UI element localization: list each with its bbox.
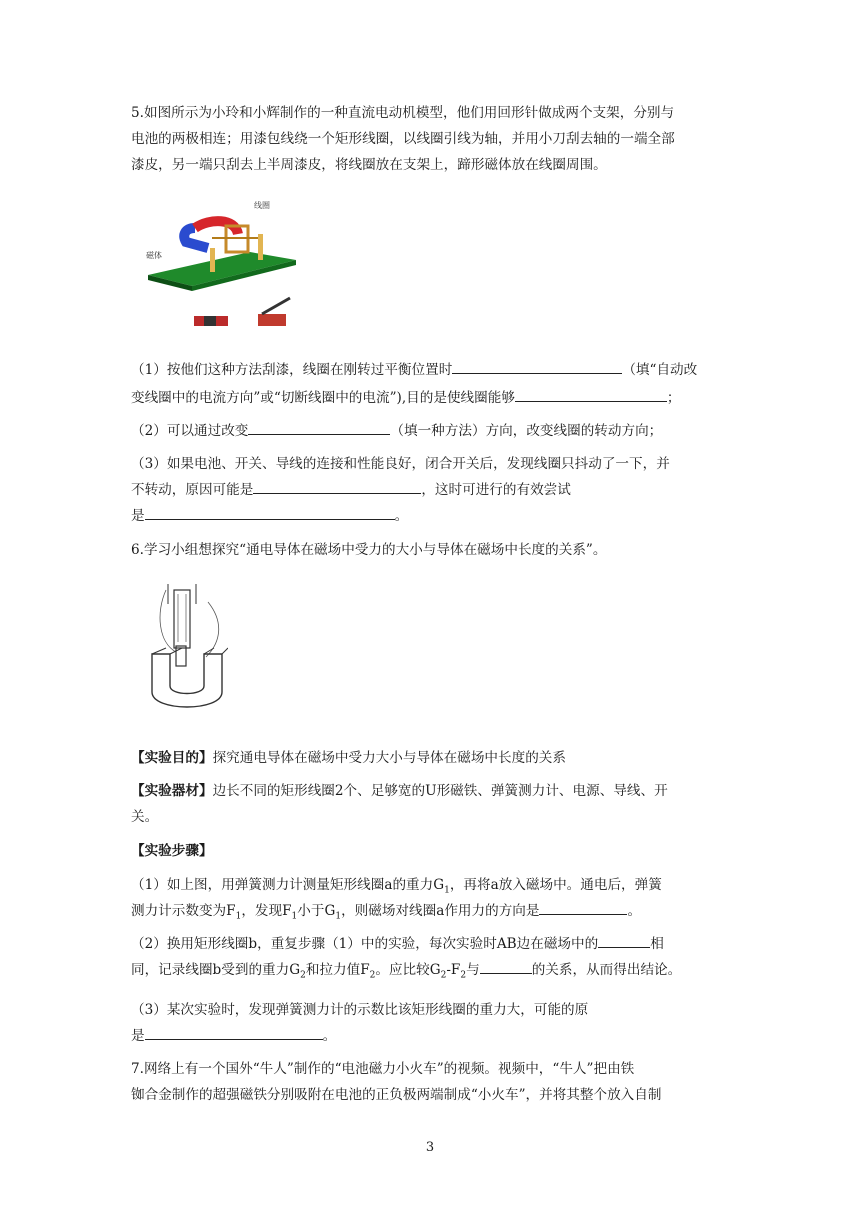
q6-material-tag: 【实验器材】: [131, 783, 213, 799]
q6-s2-text-b: 相: [650, 936, 664, 952]
magnet-label: 磁体: [146, 251, 162, 260]
q5-s1-line2: [131, 383, 731, 413]
q6-s2-sub3: 2: [440, 970, 447, 981]
q6-s2-text-h: 的关系，从而得出结论。: [531, 962, 682, 978]
q5-s3-text-c: ，这时可进行的有效尝试: [421, 482, 571, 498]
q6-s1-line2: [131, 896, 731, 932]
answer-blank-q5-5[interactable]: [145, 501, 395, 520]
q5-line1: 5.如图所示为小玲和小辉制作的一种直流电动机模型，他们用回形针做成两个支架，分别与: [131, 105, 675, 121]
q6-s2-text-e: 。应比较G: [375, 962, 441, 978]
q6-s1-sub2: 1: [235, 911, 242, 922]
q6-s1-text-e: 小于G: [297, 903, 336, 919]
q6-s1-text-g: 。: [627, 903, 642, 919]
q6-s2-text-g: 与: [466, 962, 480, 978]
q5-s1-line1: [131, 355, 731, 385]
q6-material-line2: 关。: [131, 809, 159, 825]
q6-aim-text: 探究通电导体在磁场中受力大小与导体在磁场中长度的关系: [212, 750, 566, 766]
q6-aim: [131, 743, 731, 773]
q6-material-text: 边长不同的矩形线圈2个、足够宽的U形磁铁、弹簧测力计、电源、导线、开: [212, 783, 668, 799]
q5-s1-text-a: （1）按他们这种方法刮漆，线圈在刚转过平衡位置时: [131, 362, 453, 378]
q6-s2-sub2: 2: [369, 970, 376, 981]
q5-s2-line: [131, 416, 731, 446]
q6-s2-text-c: 同，记录线圈b受到的重力G: [131, 962, 301, 978]
q6-s1-text-f: ，则磁场对线圈a作用力的方向是: [341, 903, 540, 919]
q6-s2-sub1: 2: [300, 970, 306, 981]
q6-s2-text-a: （2）换用矩形线圈b，重复步骤（1）中的实验，每次实验时AB边在磁场中的: [131, 936, 599, 952]
q5-s3-text-e: 。: [394, 508, 409, 524]
q6-steps-tag-text: 【实验步骤】: [131, 843, 213, 859]
q7-line2: 铷合金制作的超强磁铁分别吸附在电池的正负极两端制成“小火车”，并将其整个放入自制: [131, 1087, 662, 1103]
magnet-blue: [184, 228, 208, 248]
answer-blank-q6-2[interactable]: [598, 929, 650, 948]
q7-line1: 7.网络上有一个国外“牛人”制作的“电池磁力小火车”的视频。视频中，“牛人”把由铁: [131, 1061, 635, 1077]
answer-blank-q5-3[interactable]: [248, 416, 390, 435]
answer-blank-q6-3[interactable]: [480, 955, 532, 974]
q6-s2-text-d: 和拉力值F: [305, 962, 370, 978]
q5-s1-text-c: 变线圈中的电流方向”或“切断线圈中的电流”),目的是使线圈能够: [131, 390, 515, 406]
q6-s2-sub4: 2: [460, 970, 467, 981]
q5-s3-text-b: 不转动，原因可能是: [131, 482, 254, 498]
q5-line3: 漆皮，另一端只刮去上半周漆皮，将线圈放在支架上，蹄形磁体放在线圈周围。: [131, 157, 607, 173]
magnet-red: [195, 221, 238, 234]
q5-line2: 电池的两极相连；用漆包线绕一个矩形线圈，以线圈引线为轴，并用小刀刮去轴的一端全部: [131, 131, 675, 147]
q6-s1-text-b: ，再将a放入磁场中。通电后，弹簧: [449, 877, 662, 893]
q6-s1-text-d: ，发现F: [241, 903, 292, 919]
q5-s2-text-b: （填一种方法）方向，改变线圈的转动方向；: [390, 423, 663, 439]
q5-s1-text-d: ；: [666, 390, 681, 406]
q5-s3-line3: [131, 501, 731, 531]
q5-s1-text-b: （填“自动改: [622, 362, 698, 378]
q6-s3-line2: [131, 1021, 731, 1051]
q6-title: 6.学习小组想探究“通电导体在磁场中受力的大小与导体在磁场中长度的关系”。: [131, 542, 607, 558]
spring-scale-magnet-figure: [146, 582, 228, 714]
q6-aim-tag: 【实验目的】: [131, 750, 213, 766]
q5-s2-text-a: （2）可以通过改变: [131, 423, 249, 439]
q6-s3-line1: （3）某次实验时，发现弹簧测力计的示数比该矩形线圈的重力大，可能的原: [131, 1002, 589, 1018]
switch: [258, 314, 286, 326]
q5-s3-text-d: 是: [131, 508, 145, 524]
q6-s3-text-b: 是: [131, 1028, 145, 1044]
u-magnet: [152, 654, 222, 707]
q6-s3-text-c: 。: [322, 1028, 337, 1044]
motor-model-figure: [140, 190, 300, 335]
q6-steps-tag: [131, 836, 731, 866]
answer-blank-q5-4[interactable]: [253, 475, 421, 494]
q6-s1-sub4: 1: [335, 911, 342, 922]
q6-s2-text-f: -F: [446, 962, 461, 978]
page-number: 3: [425, 1140, 435, 1155]
q6-s1-text-a: （1）如上图，用弹簧测力计测量矩形线圈a的重力G: [131, 877, 445, 893]
q6-s1-sub1: 1: [444, 885, 450, 896]
answer-blank-q5-1[interactable]: [452, 355, 622, 374]
q6-s2-line2: [131, 955, 731, 991]
q6-s1-sub3: 1: [291, 911, 298, 922]
answer-blank-q6-4[interactable]: [145, 1021, 323, 1040]
coil-label: 线圈: [254, 201, 270, 210]
spring-scale: [174, 590, 190, 648]
answer-blank-q6-1[interactable]: [539, 896, 627, 915]
q5-s3-line1: （3）如果电池、开关、导线的连接和性能良好，闭合开关后，发现线圈只抖动了一下，并: [131, 456, 670, 472]
q6-s1-text-c: 测力计示数变为F: [131, 903, 236, 919]
answer-blank-q5-2[interactable]: [515, 383, 667, 402]
